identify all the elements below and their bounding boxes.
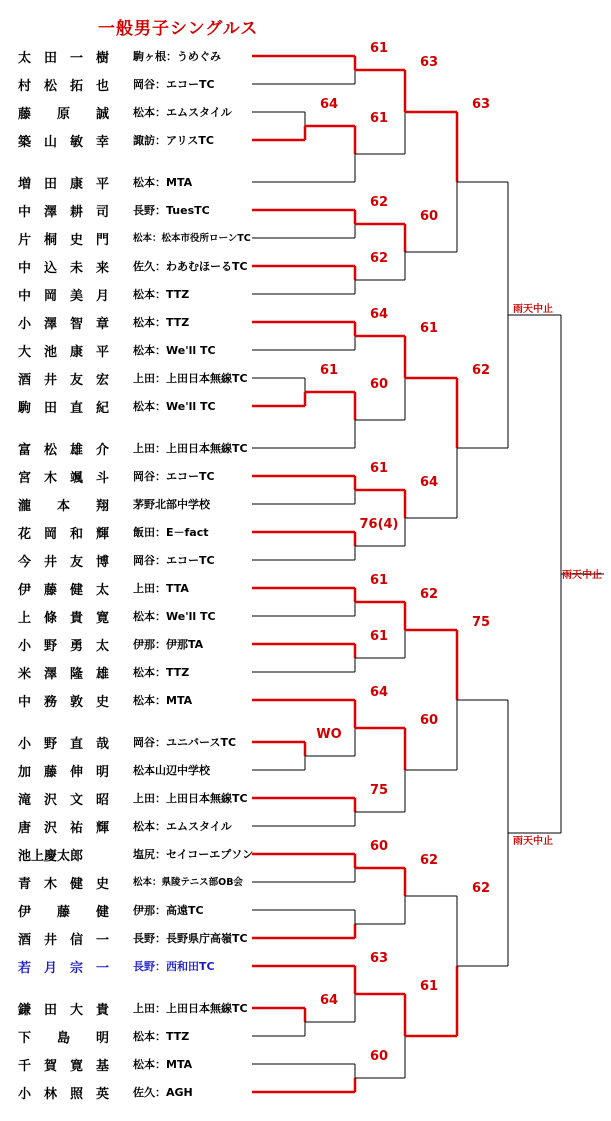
match-score: 76(4) [359, 517, 399, 532]
player-name: 瀧 本 翔 [18, 499, 110, 514]
player-name: 若 月 宗 一 [18, 961, 110, 976]
player-club: 上田：TTA [133, 582, 189, 595]
match-score: 62 [471, 363, 491, 378]
match-score: 64 [319, 97, 339, 112]
match-score: 60 [419, 713, 439, 728]
player-club: 飯田：E－fact [133, 526, 209, 539]
match-score: 61 [369, 41, 389, 56]
player-name: 米 澤 隆 雄 [18, 667, 110, 682]
page-title: 一般男子シングルス [98, 19, 259, 39]
player-club: 佐久：わあむほーるTC [133, 260, 248, 273]
player-name: 中 務 敦 史 [18, 695, 110, 710]
player-club: 上田：上田日本無線TC [133, 792, 248, 805]
player-club: 上田：上田日本無線TC [133, 1002, 248, 1015]
player-name: 築 山 敏 幸 [18, 135, 110, 150]
player-club: 松本：TTZ [133, 1030, 190, 1043]
player-club: 松本：TTZ [133, 666, 190, 679]
match-score: 60 [369, 377, 389, 392]
match-score: 62 [419, 587, 439, 602]
player-club: 岡谷：エコーTC [133, 554, 215, 567]
player-club: 松本：MTA [133, 1058, 193, 1071]
player-club: 長野：西和田TC [133, 960, 215, 973]
player-club: 長野：TuesTC [133, 204, 210, 217]
match-score: 61 [419, 979, 439, 994]
match-score: 62 [471, 881, 491, 896]
player-name: 中 澤 耕 司 [18, 205, 110, 220]
player-name: 村 松 拓 也 [18, 79, 110, 94]
player-club: 塩尻：セイコーエプソン [133, 848, 254, 861]
player-club: 松本：エムスタイル [133, 820, 232, 833]
player-name: 藤 原 誠 [18, 107, 110, 122]
player-club: 伊那：伊那TA [133, 638, 204, 651]
match-score: 60 [419, 209, 439, 224]
player-club: 諏訪：アリスTC [133, 134, 214, 147]
player-name: 小 林 照 英 [18, 1087, 110, 1102]
player-name: 花 岡 和 輝 [18, 527, 110, 542]
match-score: 63 [471, 97, 491, 112]
player-club: 松本：We'll TC [133, 344, 216, 357]
player-club: 茅野北部中学校 [133, 498, 210, 511]
player-name: 太 田 一 樹 [18, 51, 110, 66]
match-score: 64 [369, 685, 389, 700]
rain-cancel-label: 雨天中止 [513, 304, 553, 315]
match-score: 63 [369, 951, 389, 966]
match-score: 64 [369, 307, 389, 322]
match-score: 64 [319, 993, 339, 1008]
match-score: 61 [419, 321, 439, 336]
player-club: 佐久：AGH [133, 1086, 193, 1099]
player-name: 唐 沢 祐 輝 [18, 821, 110, 836]
player-name: 酒 井 友 宏 [18, 373, 110, 388]
player-club: 松本：松本市役所ローンTC [133, 233, 251, 244]
match-score: 75 [471, 615, 491, 630]
player-club: 岡谷：エコーTC [133, 470, 215, 483]
player-name: 片 桐 史 門 [18, 233, 110, 248]
player-name: 小 野 勇 太 [18, 639, 110, 654]
player-name: 大 池 康 平 [18, 345, 110, 360]
player-club: 松本：TTZ [133, 316, 190, 329]
match-score: 60 [369, 1049, 389, 1064]
player-club: 長野：長野県庁高嶺TC [133, 932, 248, 945]
match-score: 61 [369, 111, 389, 126]
player-name: 伊 藤 健 [18, 905, 110, 920]
player-name: 宮 木 颯 斗 [18, 471, 110, 486]
player-club: 松本：TTZ [133, 288, 190, 301]
player-name: 駒 田 直 紀 [18, 401, 110, 416]
player-club: 松本：エムスタイル [133, 106, 232, 119]
player-club: 松本：MTA [133, 176, 193, 189]
player-club: 松本：We'll TC [133, 610, 216, 623]
match-score: 75 [369, 783, 389, 798]
player-name: 中 岡 美 月 [18, 289, 110, 304]
player-name: 加 藤 伸 明 [18, 765, 110, 780]
player-name: 滝 沢 文 昭 [18, 793, 110, 808]
player-name: 千 賀 寛 基 [18, 1059, 110, 1074]
player-name: 青 木 健 史 [18, 877, 110, 892]
player-club: 松本山辺中学校 [133, 764, 210, 777]
player-club: 駒ヶ根：うめぐみ [133, 50, 221, 63]
match-score: 61 [369, 573, 389, 588]
player-name: 池上慶太郎 [18, 849, 84, 864]
player-name: 増 田 康 平 [18, 177, 110, 192]
match-score: 64 [419, 475, 439, 490]
player-club: 松本：県陵テニス部OB会 [133, 877, 243, 888]
rain-cancel-label: 雨天中止 [562, 570, 602, 581]
match-score: 61 [369, 629, 389, 644]
match-score: 62 [419, 853, 439, 868]
player-club: 上田：上田日本無線TC [133, 372, 248, 385]
player-name: 小 澤 智 章 [18, 317, 110, 332]
player-name: 伊 藤 健 太 [18, 583, 110, 598]
player-name: 中 込 未 来 [18, 261, 110, 276]
rain-cancel-label: 雨天中止 [513, 836, 553, 847]
player-club: 松本：We'll TC [133, 400, 216, 413]
player-name: 今 井 友 博 [18, 555, 110, 570]
player-name: 富 松 雄 介 [18, 443, 110, 458]
match-score: 60 [369, 839, 389, 854]
match-score: WO [316, 727, 342, 742]
player-club: 松本：MTA [133, 694, 193, 707]
player-club: 上田：上田日本無線TC [133, 442, 248, 455]
match-score: 62 [369, 195, 389, 210]
player-club: 伊那：高遠TC [133, 904, 204, 917]
player-name: 上 條 貴 寛 [18, 611, 110, 626]
match-score: 63 [419, 55, 439, 70]
match-score: 62 [369, 251, 389, 266]
player-name: 小 野 直 哉 [18, 737, 110, 752]
player-name: 酒 井 信 一 [18, 933, 110, 948]
player-club: 岡谷：エコーTC [133, 78, 215, 91]
player-name: 下 島 明 [18, 1031, 110, 1046]
player-name: 鎌 田 大 貴 [18, 1003, 110, 1018]
player-club: 岡谷：ユニバースTC [133, 736, 237, 749]
match-score: 61 [369, 461, 389, 476]
match-score: 61 [319, 363, 339, 378]
